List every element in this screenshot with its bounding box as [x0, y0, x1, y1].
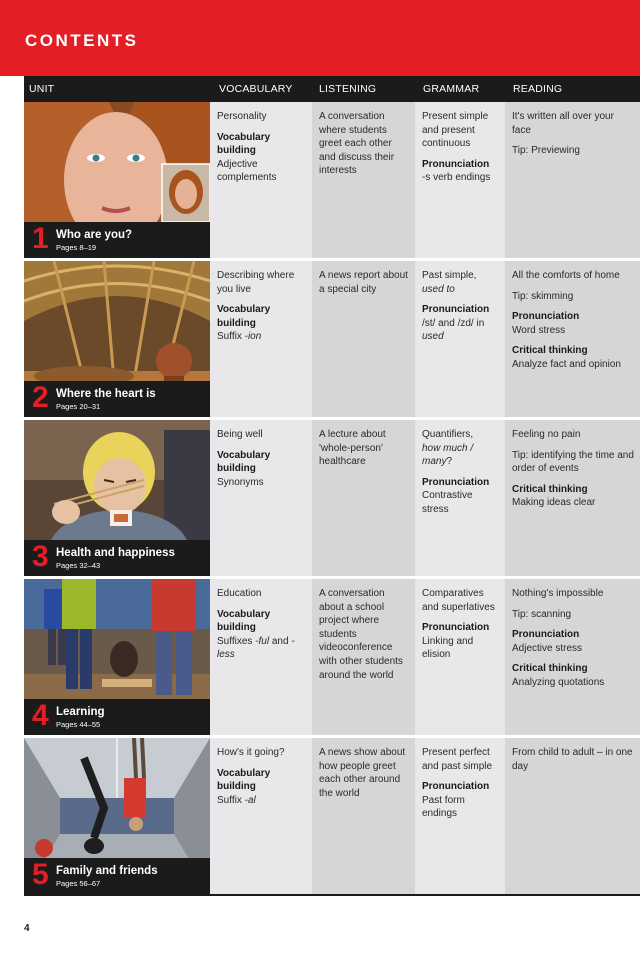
reading-title: Feeling no pain — [512, 429, 581, 440]
column-header-bar — [24, 76, 640, 102]
grammar-pron-heading: Pronunciation — [422, 476, 490, 488]
reading-title: It's written all over your face — [512, 111, 614, 136]
listening-text: A news report about a special city — [319, 270, 408, 295]
grammar-cell — [415, 261, 505, 417]
reading-tip: Tip: scanning — [512, 608, 572, 620]
grammar-pron: Linking and elision — [422, 635, 474, 661]
reading-critical-heading: Critical thinking — [512, 663, 588, 675]
grammar-topic: Comparatives and superlatives — [422, 588, 495, 613]
grammar-cell — [415, 420, 505, 576]
unit-pages: Pages 44–55 — [56, 720, 101, 729]
unit-number: 5 — [32, 858, 49, 891]
reading-cell — [505, 102, 640, 258]
vocabulary-cell — [210, 420, 312, 576]
grammar-pron: Past form endings — [422, 794, 465, 820]
vocab-heading: Vocabulary building — [217, 131, 271, 157]
vocab-connector: and — [269, 635, 292, 647]
vocab-heading: Vocabulary building — [217, 449, 271, 475]
vocab-building: Synonyms — [217, 476, 264, 488]
bottom-rule — [24, 894, 640, 896]
vocab-heading: Vocabulary building — [217, 608, 271, 634]
unit-cell-3 — [24, 420, 210, 576]
vocab-building: Suffixes — [217, 635, 256, 647]
listening-cell — [312, 102, 415, 258]
listening-cell — [312, 420, 415, 576]
vocab-heading: Vocabulary building — [217, 767, 271, 793]
reading-cell — [505, 261, 640, 417]
grammar-topic-italic: how much / many — [422, 442, 474, 468]
grammar-cell — [415, 579, 505, 735]
reading-title: From child to adult – in one day — [512, 747, 633, 772]
page-number: 4 — [24, 923, 30, 934]
unit-cell-2 — [24, 261, 210, 417]
grammar-topic: Quantifiers, — [422, 429, 474, 440]
listening-text: A conversation where students greet each other and discuss their interests — [319, 111, 395, 177]
unit-label-bar — [24, 381, 210, 417]
unit-row-3 — [24, 420, 640, 576]
grammar-cell — [415, 738, 505, 894]
grammar-topic-end: ? — [446, 456, 453, 468]
reading-critical-heading: Critical thinking — [512, 345, 588, 357]
reading-cell — [505, 420, 640, 576]
reading-critical-heading: Critical thinking — [512, 483, 588, 495]
grammar-pron-italic: used — [422, 331, 444, 343]
vocab-suffix-2: -less — [217, 635, 295, 661]
listening-cell — [312, 579, 415, 735]
reading-cell — [505, 738, 640, 894]
unit-label-bar — [24, 222, 210, 258]
grammar-pron-heading: Pronunciation — [422, 781, 490, 793]
column-header-unit: UNIT — [29, 83, 55, 95]
grammar-topic-italic: used to — [422, 283, 455, 295]
grammar-pron: -s verb endings — [422, 172, 491, 184]
column-header-grammar: GRAMMAR — [423, 83, 480, 95]
reading-cell — [505, 579, 640, 735]
unit-number: 3 — [32, 540, 49, 573]
vocab-heading: Vocabulary building — [217, 304, 271, 329]
unit-row-1 — [24, 102, 640, 258]
unit-label-bar — [24, 540, 210, 576]
vocab-building: Suffix — [217, 331, 245, 343]
listening-text: A news show about how people greet each other around the world — [319, 747, 406, 799]
reading-critical: Making ideas clear — [512, 497, 596, 509]
page-title: CONTENTS — [25, 31, 139, 50]
grammar-pron: Contrastive stress — [422, 490, 473, 515]
reading-tip: Tip: Previewing — [512, 145, 580, 157]
listening-text: A lecture about 'whole-person' healthcare — [319, 429, 386, 468]
unit-cell-1 — [24, 102, 210, 258]
unit-title[interactable]: Where the heart is — [56, 388, 156, 400]
vocab-topic: Education — [217, 588, 262, 599]
unit-cell-4 — [24, 579, 210, 735]
grammar-topic: Present perfect and past simple — [422, 747, 493, 772]
unit-label-bar — [24, 858, 210, 894]
vocab-topic: How's it going? — [217, 747, 285, 758]
unit-pages: Pages 56–67 — [56, 879, 101, 888]
unit-row-2 — [24, 261, 640, 417]
unit-row-4 — [24, 579, 640, 735]
unit-number: 2 — [32, 381, 49, 414]
vocab-topic: Personality — [217, 111, 267, 122]
reading-tip: Tip: identifying the time and order of events — [512, 449, 634, 475]
unit-pages: Pages 8–19 — [56, 243, 97, 252]
reading-pron: Word stress — [512, 324, 566, 336]
vocab-topic: Being well — [217, 429, 263, 440]
unit-title[interactable]: Health and happiness — [56, 547, 175, 559]
unit-cell-5 — [24, 738, 210, 894]
reading-pron: Adjective stress — [512, 642, 583, 654]
column-header-vocabulary: VOCABULARY — [219, 83, 293, 95]
vocabulary-cell — [210, 738, 312, 894]
grammar-topic: Past simple, — [422, 270, 477, 281]
vocabulary-cell — [210, 261, 312, 417]
column-header-reading: READING — [513, 83, 563, 95]
grammar-pron: /st/ and /zd/ in — [422, 317, 485, 329]
vocab-building: Adjective complements — [217, 158, 277, 184]
reading-title: Nothing's impossible — [512, 588, 604, 599]
grammar-cell — [415, 102, 505, 258]
listening-cell — [312, 738, 415, 894]
unit-number: 1 — [32, 222, 49, 255]
vocab-suffix: -al — [244, 794, 256, 806]
grammar-pron-heading: Pronunciation — [422, 622, 490, 634]
grammar-pron-heading: Pronunciation — [422, 304, 490, 316]
listening-text: A conversation about a school project where students videoconference with other students around the world — [319, 588, 403, 681]
vocabulary-cell — [210, 102, 312, 258]
reading-tip: Tip: skimming — [512, 290, 574, 302]
column-header-listening: LISTENING — [319, 83, 377, 95]
reading-title: All the comforts of home — [512, 270, 620, 281]
unit-row-5 — [24, 738, 640, 894]
unit-pages: Pages 20–31 — [56, 402, 101, 411]
listening-cell — [312, 261, 415, 417]
reading-critical: Analyzing quotations — [512, 676, 605, 688]
reading-critical: Analyze fact and opinion — [512, 358, 621, 370]
unit-pages: Pages 32–43 — [56, 561, 101, 570]
unit-number: 4 — [32, 699, 49, 732]
unit-label-bar — [24, 699, 210, 735]
unit-title[interactable]: Who are you? — [56, 229, 133, 241]
grammar-pron-heading: Pronunciation — [422, 158, 490, 170]
vocab-suffix: -ful — [255, 635, 270, 647]
vocab-topic: Describing where you live — [217, 270, 295, 295]
grammar-topic: Present simple and present continuous — [422, 111, 489, 150]
unit-title[interactable]: Family and friends — [56, 865, 158, 877]
reading-pron-heading: Pronunciation — [512, 629, 580, 641]
vocab-building: Suffix — [217, 794, 245, 806]
vocabulary-cell — [210, 579, 312, 735]
reading-pron-heading: Pronunciation — [512, 311, 580, 323]
vocab-suffix: -ion — [244, 331, 262, 343]
unit-title[interactable]: Learning — [56, 706, 105, 718]
